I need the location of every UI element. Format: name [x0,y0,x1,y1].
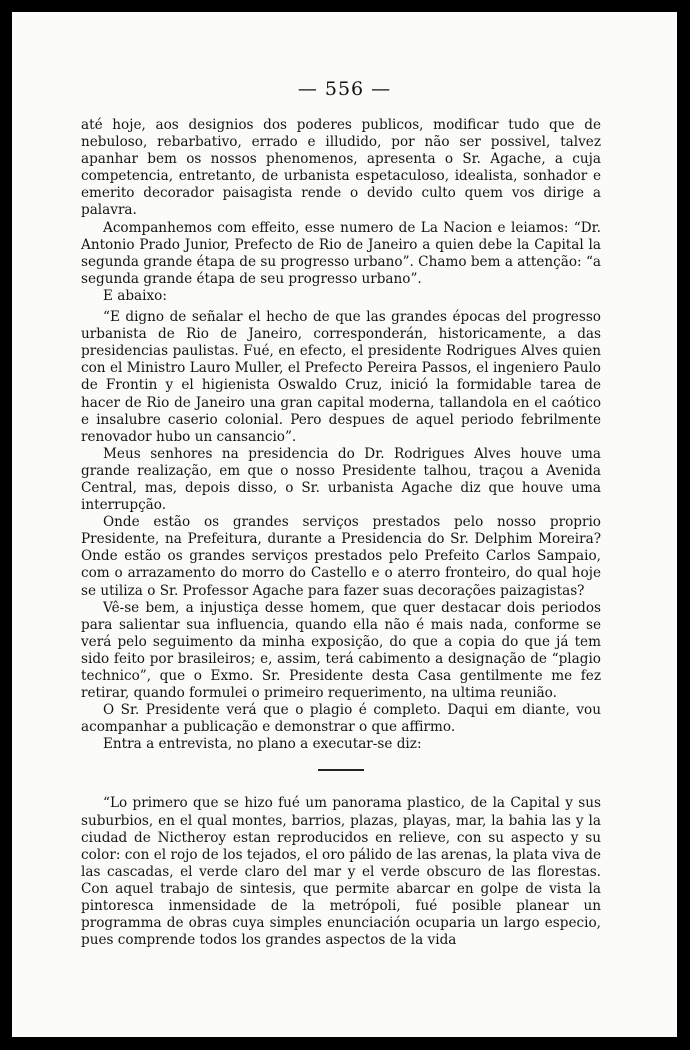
paragraph: O Sr. Presidente verá que o plagio é completo. Daqui em diante, vou acompanhar a publicação e demonstrar o que affirmo. [81,702,601,736]
quoted-paragraph: “E digno de señalar el hecho de que las grandes épocas del progresso urbanista de Rio de Janeiro, corresponderán, historicamente, a das presidencias paulistas. Fué, en efecto, el presidente Rodrigues Alves quien con el Ministro Lauro Muller, el Prefecto Pereira Passos, el ingeniero Paulo de Frontin y el higienista Oswaldo Cruz, inició la formidable tarea de hacer de Rio de Janeiro una gran capital moderna, tallandola en el caótico e insalubre caserio colonial. Pero despues de aquel periodo febrilmente renovador hubo un cansancio”. [81,309,601,445]
paragraph: E abaixo: [103,287,167,304]
quoted-paragraph: “Lo primero que se hizo fué um panorama plastico, de la Capital y sus suburbios, en el qual montes, barrios, plazas, playas, mar, la bahia las y la ciudad de Nictheroy estan reproducidos en relieve, con su aspecto y su color: con el rojo de los tejados, el oro pálido de las arenas, la plata viva de las cascadas, el verde claro del mar y el verde obscuro de las florestas. Con aquel trabajo de sintesis, que permite abarcar en golpe de vista la pintoresca inmensidade de la metrópoli, fué posible planear un programma de obras cuya simples enunciación ocuparia un largo especio, pues comprende todos los grandes aspectos de la vida [81,795,601,949]
paragraph: Acompanhemos com effeito, esse numero de La Nacion e leiamos: “Dr. Antonio Prado Junior, Prefecto de Rio de Janeiro a quien debe la Capital la segunda grande étapa de su progresso urbano”. Chamo bem a attenção: “a segunda grande étapa de seu progresso urbano”. [81,219,601,287]
paragraph: Vê-se bem, a injustiça desse homem, que quer destacar dois periodos para salientar sua influencia, quando ella não é mais nada, conforme se verá pelo seguimento da minha exposição, do que a copia do que já tem sido feito por brasileiros; e, assim, terá cabimento a designação de “plagio technico”, que o Exmo. Sr. Presidente desta Casa gentilmente me fez retirar, quando formulei o primeiro requerimento, na ultima reunião. [81,599,601,702]
paragraph: Meus senhores na presidencia do Dr. Rodrigues Alves houve uma grande realização, em que o nosso Presidente talhou, traçou a Avenida Central, mas, depois disso, o Sr. urbanista Agache diz que houve uma interrupção. [81,445,601,514]
document-page [12,12,677,1037]
page-number: — 556 — [297,78,392,100]
body-text [81,117,601,949]
paragraph: Onde estão os grandes serviços prestados pelo nosso proprio Presidente, na Prefeitura, durante a Presidencia do Sr. Delphim Moreira? Onde estão os grandes serviços prestados pelo Prefeito Carlos Sampaio, com o arrazamento do morro do Castello e o aterro fronteiro, do qual hoje se utiliza o Sr. Professor Agache para fazer suas decorações paizagistas? [81,514,601,599]
paragraph: até hoje, aos designios dos poderes publicos, modificar tudo que de nebuloso, rebarbativo, errado e illudido, por não ser possivel, talvez apanhar bem os nossos phenomenos, apresenta o Sr. Agache, a cuja competencia, entretanto, de urbanista espetaculoso, idealista, sonhador e emerito decorador paisagista rende o devido culto quem vos dirige a palavra. [81,117,601,219]
section-divider [318,769,364,771]
paragraph: Entra a entrevista, no plano a executar-se diz: [103,736,422,753]
